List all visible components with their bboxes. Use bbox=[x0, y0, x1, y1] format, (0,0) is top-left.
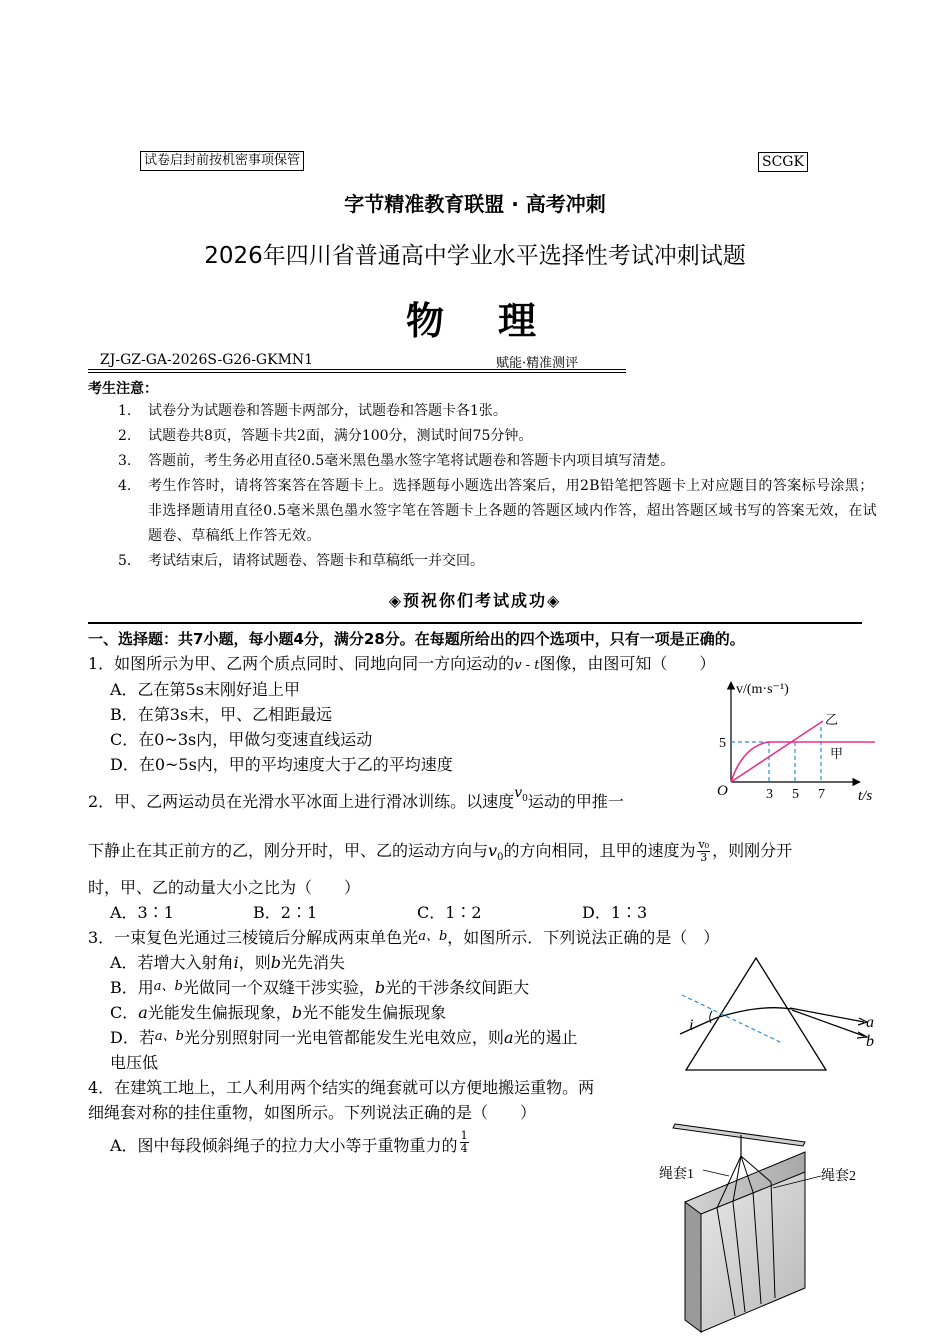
header-rule-1 bbox=[88, 369, 626, 370]
q2-line2: 下静止在其正前方的乙，刚分开时，甲、乙的运动方向与$v_0$的方向相同，且甲的速度为 $\frac{\text{v₀}}{3}$ ，则刚分开 bbox=[88, 838, 793, 864]
serial-number: ZJ-GZ-GA-2026S-G26-GKMN1 bbox=[100, 352, 314, 368]
confidential-box bbox=[140, 151, 304, 171]
ray-a bbox=[790, 1008, 864, 1022]
q2-option-d: D．1∶3 bbox=[582, 903, 648, 922]
alliance-title: 字节精准教育联盟 · 高考冲刺 bbox=[344, 192, 606, 216]
note-item: 5. 考试结束后，请将试题卷、答题卡和草稿纸一并交回。 bbox=[118, 553, 484, 569]
note-item: 1. 试卷分为试题卷和答题卡两部分，试题卷和答题卡各1张。 bbox=[118, 403, 507, 419]
q2-option-c: C．1∶2 bbox=[417, 903, 482, 922]
q1-option-b: B．在第3s末，甲、乙相距最远 bbox=[110, 705, 333, 724]
q2-line1: 2．甲、乙两运动员在光滑水平冰面上进行滑冰训练。以速度$v_0$运动的甲推一 bbox=[88, 785, 624, 811]
section1-title: 一、选择题：共7小题，每小题4分，满分28分。在每题所给出的四个选项中，只有一项是正确的。 bbox=[88, 630, 745, 648]
prism bbox=[686, 958, 826, 1070]
series-yi-line bbox=[731, 721, 823, 782]
note-item: 3. 答题前，考生务必用直径0.5毫米黑色墨水签字笔将试题卷和答题卡内项目填写清楚。 bbox=[118, 453, 675, 469]
header-rule-2 bbox=[88, 372, 626, 373]
confidential-text: 试卷启封前按机密事项保管 bbox=[144, 153, 301, 168]
q3-stem: 3．一束复色光通过三棱镜后分解成两束单色光a、b，如图所示．下列说法正确的是（ ） bbox=[88, 928, 720, 947]
code-text: SCGK bbox=[762, 154, 804, 170]
q3-option-d: D．若a、b光分别照射同一光电管都能发生光电效应，则a光的遏止 bbox=[110, 1028, 578, 1047]
q2-line3: 时，甲、乙的动量大小之比为（ ） bbox=[88, 878, 361, 897]
normal-line bbox=[682, 995, 782, 1043]
q4-option-a: A．图中每段倾斜绳子的拉力大小等于重物重力的 $\frac{1}{4}$ bbox=[110, 1129, 468, 1155]
x-tick-3: 3 bbox=[766, 787, 773, 802]
box-end bbox=[685, 1202, 701, 1332]
note-item: 2. 试题卷共8页，答题卡共2面，满分100分，测试时间75分钟。 bbox=[118, 428, 533, 444]
angle-arc bbox=[710, 1011, 712, 1023]
q2-option-a: A．3∶1 bbox=[110, 903, 174, 922]
label-rope2: 绳套2 bbox=[821, 1169, 856, 1184]
good-luck-banner: ◈预祝你们考试成功◈ bbox=[388, 591, 562, 610]
q1-stem: 1．如图所示为甲、乙两个质点同时、同地向同一方向运动的v - t图像，由图可知（ ） bbox=[88, 654, 716, 673]
x-tick-7: 7 bbox=[818, 787, 825, 802]
label-i: i bbox=[689, 1017, 694, 1034]
q3-option-c: C．a光能发生偏振现象，b光不能发生偏振现象 bbox=[110, 1003, 447, 1022]
section-rule bbox=[88, 622, 862, 624]
label-jia: 甲 bbox=[830, 746, 844, 761]
q3-option-a: A．若增大入射角i，则b光先消失 bbox=[110, 953, 345, 972]
label-rope1: 绳套1 bbox=[659, 1167, 694, 1182]
q1-option-a: A．乙在第5s末刚好追上甲 bbox=[110, 680, 300, 699]
q3-prism-figure bbox=[672, 952, 882, 1078]
q2-option-b: B．2∶1 bbox=[253, 903, 318, 922]
x-tick-5: 5 bbox=[792, 787, 799, 802]
series-jia-curve bbox=[731, 742, 875, 782]
code-box bbox=[758, 152, 808, 172]
q4-fraction: $\frac{1}{4}$ bbox=[460, 1129, 468, 1155]
subject-title: 物 理 bbox=[405, 298, 544, 343]
exam-title: 2026年四川省普通高中学业水平选择性考试冲刺试题 bbox=[204, 243, 746, 269]
q1-vt-math: v - t bbox=[514, 658, 540, 673]
q1-vt-chart bbox=[705, 672, 885, 808]
label1-leader bbox=[703, 1170, 729, 1176]
label-b: b bbox=[866, 1033, 874, 1050]
origin-label: O bbox=[717, 783, 728, 799]
q4-line1: 4．在建筑工地上，工人利用两个结实的绳套就可以方便地搬运重物。两 bbox=[88, 1078, 595, 1097]
carrying-pole bbox=[673, 1124, 805, 1146]
q3-option-b: B．用a、b光做同一个双缝干涉实验，b光的干涉条纹间距大 bbox=[110, 978, 530, 997]
label-yi: 乙 bbox=[825, 712, 839, 727]
q2-fraction: $\frac{\text{v₀}}{3}$ bbox=[698, 838, 710, 864]
y-axis-label: v/(m·s⁻¹) bbox=[736, 682, 789, 697]
notes-heading: 考生注意： bbox=[88, 381, 158, 397]
q3-option-d-cont: 电压低 bbox=[110, 1053, 159, 1072]
q1-option-c: C．在0~3s内，甲做匀变速直线运动 bbox=[110, 730, 373, 749]
note-item: 4. 考生作答时，请将答案答在答题卡上。选择题每小题选出答案后，用2B铅笔把答题卡上对应题目的答案标号涂黑；非选择题请用直径0.5毫米黑色墨水签字笔在答题卡上各题的答题区域内作答，超出答题区域书写的答案无效，在试题卷、草稿纸上作答无效。 bbox=[118, 478, 878, 544]
q4-line2: 细绳套对称的挂住重物，如图所示。下列说法正确的是（ ） bbox=[88, 1103, 537, 1122]
y-tick-5: 5 bbox=[719, 736, 726, 751]
slogan: 赋能·精准测评 bbox=[496, 356, 579, 371]
q4-rope-figure bbox=[655, 1116, 875, 1336]
label-a: a bbox=[866, 1014, 874, 1031]
q1-option-d: D．在0~5s内，甲的平均速度大于乙的平均速度 bbox=[110, 755, 453, 774]
x-axis-label: t/s bbox=[858, 788, 873, 804]
